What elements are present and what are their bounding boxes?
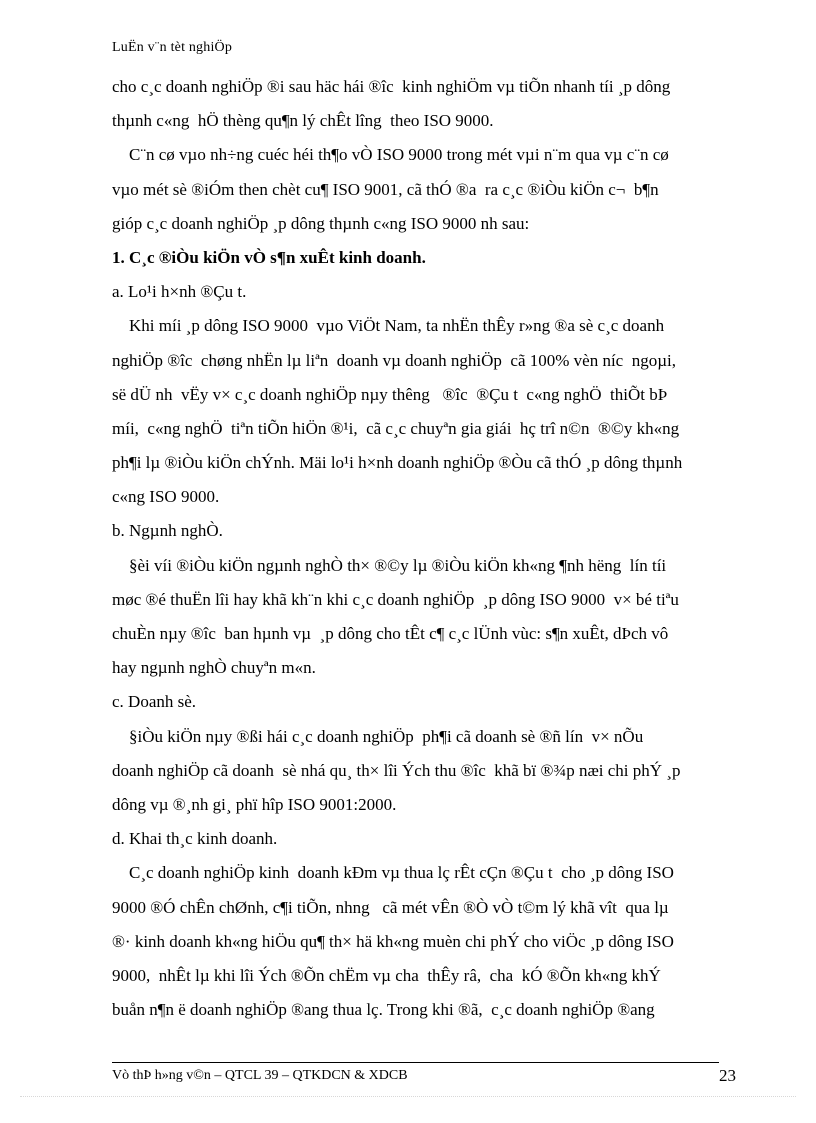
text-line: 9000, nhÊt lµ khi lîi Ých ®Õn chËm vµ cha thÊy râ, cha kÓ ®Õn kh«ng khÝ	[112, 965, 661, 985]
text-line: së dÜ nh vËy v× c¸c doanh nghiÖp nµy thêng ®îc ®Çu t c«ng nghÖ thiÕt bÞ	[112, 384, 668, 404]
text-line: c«ng ISO 9000.	[112, 487, 220, 507]
text-line: míi, c«ng nghÖ tiªn tiÕn hiÖn ®¹i, cã c¸c chuyªn gia giái hç trî n©n ®©y kh«ng	[112, 418, 680, 438]
text-line: doanh nghiÖp cã doanh sè nhá qu¸ th× lîi Ých thu ®îc khã bï ®¾p næi chi phÝ ¸p	[112, 760, 681, 780]
text-line: vµo mét sè ®iÓm then chèt cu¶ ISO 9001, cã thÓ ®a ra c¸c ®iÒu kiÖn c¬ b¶n	[112, 179, 659, 199]
page-number: 23	[719, 1066, 736, 1085]
footer-author: Vò thÞ h»ng v©n – QTCL 39 – QTKDCN & XDCB	[112, 1068, 408, 1083]
text-line: cho c¸c doanh nghiÖp ®i sau häc hái ®îc kinh nghiÖm vµ tiÕn nhanh tíi ¸p dông	[112, 77, 671, 96]
section-heading: 1. C¸c ®iÒu kiÖn vÒ s¶n xuÊt kinh doanh.	[112, 247, 426, 267]
page-header: LuËn v¨n tèt nghiÖp	[112, 40, 233, 55]
text-line: C¨n cø vµo nh÷ng cuéc héi th¶o vÒ ISO 9000 trong mét vµi n¨m qua vµ c¨n cø	[112, 145, 669, 165]
text-line: hay ngµnh nghÒ chuyªn m«n.	[112, 658, 316, 678]
text-line: thµnh c«ng hÖ thèng qu¶n lý chÊt lîng theo ISO 9000.	[112, 111, 494, 131]
footer-divider	[112, 1062, 719, 1063]
text-line: ®· kinh doanh kh«ng hiÖu qu¶ th× hä kh«ng muèn chi phÝ cho viÖc ¸p dông ISO	[112, 931, 674, 951]
page-edge-divider	[20, 1096, 796, 1097]
text-line: chuÈn nµy ®îc ban hµnh vµ ¸p dông cho tÊt c¶ c¸c lÜnh vùc: s¶n xuÊt, dÞch vô	[112, 624, 669, 643]
text-line: §iÒu kiÖn nµy ®ßi hái c¸c doanh nghiÖp ph¶i cã doanh sè ®ñ lín v× nÕu	[112, 726, 644, 746]
text-line: nghiÖp ®îc chøng nhËn lµ liªn doanh vµ doanh nghiÖp cã 100% vèn níc ngoµi,	[112, 350, 676, 370]
text-line: C¸c doanh nghiÖp kinh doanh kÐm vµ thua lç rÊt cÇn ®Çu t cho ¸p dông ISO	[112, 863, 674, 883]
subsection-heading: b. Ngµnh nghÒ.	[112, 521, 223, 541]
text-line: møc ®é thuËn lîi hay khã kh¨n khi c¸c doanh nghiÖp ¸p dông ISO 9000 v× bé tiªu	[112, 589, 679, 609]
document-body	[112, 70, 742, 1027]
subsection-heading: d. Khai th¸c kinh doanh.	[112, 829, 278, 849]
text-line: dông vµ ®¸nh gi¸ phï hîp ISO 9001:2000.	[112, 794, 397, 814]
text-line: gióp c¸c doanh nghiÖp ¸p dông thµnh c«ng ISO 9000 nh sau:	[112, 213, 530, 233]
text-line: Khi míi ¸p dông ISO 9000 vµo ViÖt Nam, ta nhËn thÊy r»ng ®a sè c¸c doanh	[112, 316, 665, 336]
text-line: buån n¶n ë doanh nghiÖp ®ang thua lç. Trong khi ®ã, c¸c doanh nghiÖp ®ang	[112, 1000, 655, 1020]
text-line: §èi víi ®iÒu kiÖn ngµnh nghÒ th× ®©y lµ ®iÒu kiÖn kh«ng ¶nh hëng lín tíi	[112, 555, 667, 575]
text-line: ph¶i lµ ®iÒu kiÖn chÝnh. Mäi lo¹i h×nh doanh nghiÖp ®Òu cã thÓ ¸p dông thµnh	[112, 453, 683, 473]
subsection-heading: a. Lo¹i h×nh ®Çu t.	[112, 282, 247, 302]
subsection-heading: c. Doanh sè.	[112, 692, 197, 712]
text-line: 9000 ®Ó chÊn chØnh, c¶i tiÕn, nhng cã mét vÊn ®Ò vÒ t©m lý khã vît qua lµ	[112, 897, 669, 917]
